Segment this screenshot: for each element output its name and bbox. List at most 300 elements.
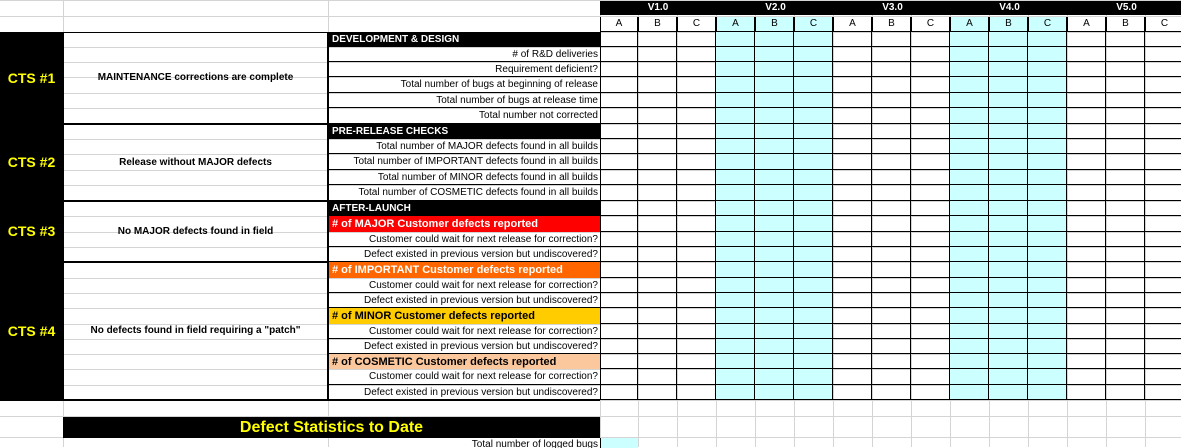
data-cell[interactable] bbox=[1067, 154, 1106, 170]
data-cell[interactable] bbox=[1106, 293, 1145, 308]
data-cell[interactable] bbox=[716, 324, 755, 339]
data-cell[interactable] bbox=[950, 154, 989, 170]
data-cell[interactable] bbox=[989, 154, 1028, 170]
data-cell[interactable] bbox=[1145, 201, 1181, 216]
data-cell[interactable] bbox=[989, 170, 1028, 185]
data-cell[interactable] bbox=[950, 93, 989, 108]
data-cell[interactable] bbox=[911, 369, 950, 385]
data-cell[interactable] bbox=[833, 139, 872, 154]
data-cell[interactable] bbox=[911, 324, 950, 339]
data-cell[interactable] bbox=[1106, 62, 1145, 77]
data-cell[interactable] bbox=[794, 293, 833, 308]
data-cell[interactable] bbox=[1106, 308, 1145, 324]
data-cell[interactable] bbox=[677, 324, 716, 339]
data-cell[interactable] bbox=[911, 170, 950, 185]
data-cell[interactable] bbox=[950, 170, 989, 185]
data-cell[interactable] bbox=[600, 108, 638, 124]
data-cell[interactable] bbox=[1106, 108, 1145, 124]
data-cell[interactable] bbox=[989, 93, 1028, 108]
data-cell[interactable] bbox=[1067, 170, 1106, 185]
data-cell[interactable] bbox=[755, 369, 794, 385]
data-cell[interactable] bbox=[911, 354, 950, 369]
data-cell[interactable] bbox=[600, 324, 638, 339]
data-cell[interactable] bbox=[1028, 324, 1067, 339]
data-cell[interactable] bbox=[1106, 385, 1145, 400]
sub-column-header[interactable]: B bbox=[872, 17, 911, 31]
data-cell[interactable] bbox=[872, 324, 911, 339]
sub-column-header[interactable]: C bbox=[1028, 17, 1067, 31]
data-cell[interactable] bbox=[755, 170, 794, 185]
data-cell[interactable] bbox=[600, 308, 638, 324]
data-cell[interactable] bbox=[638, 232, 677, 247]
data-cell[interactable] bbox=[794, 139, 833, 154]
data-cell[interactable] bbox=[1145, 339, 1181, 354]
data-cell[interactable] bbox=[833, 308, 872, 324]
sub-column-header[interactable]: B bbox=[638, 17, 677, 31]
data-cell[interactable] bbox=[755, 308, 794, 324]
data-cell[interactable] bbox=[911, 139, 950, 154]
data-cell[interactable] bbox=[677, 32, 716, 47]
data-cell[interactable] bbox=[1145, 139, 1181, 154]
data-cell[interactable] bbox=[1067, 308, 1106, 324]
data-cell[interactable] bbox=[911, 93, 950, 108]
data-cell[interactable] bbox=[677, 339, 716, 354]
data-cell[interactable] bbox=[755, 354, 794, 369]
data-cell[interactable] bbox=[677, 201, 716, 216]
data-cell[interactable] bbox=[600, 139, 638, 154]
data-cell[interactable] bbox=[755, 232, 794, 247]
data-cell[interactable] bbox=[1145, 293, 1181, 308]
data-cell[interactable] bbox=[911, 308, 950, 324]
data-cell[interactable] bbox=[600, 232, 638, 247]
data-cell[interactable] bbox=[1028, 154, 1067, 170]
data-cell[interactable] bbox=[1028, 108, 1067, 124]
data-cell[interactable] bbox=[638, 201, 677, 216]
data-cell[interactable] bbox=[677, 216, 716, 232]
data-cell[interactable] bbox=[1106, 170, 1145, 185]
data-cell[interactable] bbox=[600, 77, 638, 93]
data-cell[interactable] bbox=[638, 139, 677, 154]
data-cell[interactable] bbox=[677, 293, 716, 308]
data-cell[interactable] bbox=[794, 385, 833, 400]
data-cell[interactable] bbox=[1106, 154, 1145, 170]
data-cell[interactable] bbox=[911, 216, 950, 232]
data-cell[interactable] bbox=[1067, 185, 1106, 201]
sub-column-header[interactable]: A bbox=[716, 17, 755, 31]
data-cell[interactable] bbox=[872, 32, 911, 47]
data-cell[interactable] bbox=[1028, 308, 1067, 324]
data-cell[interactable] bbox=[794, 216, 833, 232]
data-cell[interactable] bbox=[716, 339, 755, 354]
data-cell[interactable] bbox=[1028, 201, 1067, 216]
data-cell[interactable] bbox=[833, 154, 872, 170]
data-cell[interactable] bbox=[1067, 47, 1106, 62]
data-cell[interactable] bbox=[911, 278, 950, 293]
data-cell[interactable] bbox=[833, 77, 872, 93]
data-cell[interactable] bbox=[716, 62, 755, 77]
data-cell[interactable] bbox=[833, 32, 872, 47]
data-cell[interactable] bbox=[1028, 278, 1067, 293]
data-cell[interactable] bbox=[833, 124, 872, 139]
data-cell[interactable] bbox=[1106, 47, 1145, 62]
data-cell[interactable] bbox=[716, 108, 755, 124]
data-cell[interactable] bbox=[989, 232, 1028, 247]
data-cell[interactable] bbox=[600, 154, 638, 170]
data-cell[interactable] bbox=[989, 293, 1028, 308]
data-cell[interactable] bbox=[1106, 278, 1145, 293]
data-cell[interactable] bbox=[989, 324, 1028, 339]
data-cell[interactable] bbox=[833, 324, 872, 339]
data-cell[interactable] bbox=[638, 247, 677, 262]
data-cell[interactable] bbox=[1106, 354, 1145, 369]
data-cell[interactable] bbox=[1028, 216, 1067, 232]
data-cell[interactable] bbox=[716, 262, 755, 278]
data-cell[interactable] bbox=[1028, 293, 1067, 308]
data-cell[interactable] bbox=[1145, 77, 1181, 93]
data-cell[interactable] bbox=[1067, 108, 1106, 124]
data-cell[interactable] bbox=[872, 369, 911, 385]
data-cell[interactable] bbox=[950, 324, 989, 339]
data-cell[interactable] bbox=[1067, 216, 1106, 232]
sub-column-header[interactable]: A bbox=[600, 17, 638, 31]
data-cell[interactable] bbox=[677, 232, 716, 247]
sub-column-header[interactable]: A bbox=[1067, 17, 1106, 31]
data-cell[interactable] bbox=[600, 247, 638, 262]
data-cell[interactable] bbox=[1106, 124, 1145, 139]
data-cell[interactable] bbox=[950, 385, 989, 400]
data-cell[interactable] bbox=[794, 369, 833, 385]
data-cell[interactable] bbox=[872, 124, 911, 139]
data-cell[interactable] bbox=[638, 124, 677, 139]
data-cell[interactable] bbox=[1028, 139, 1067, 154]
data-cell[interactable] bbox=[833, 354, 872, 369]
data-cell[interactable] bbox=[950, 77, 989, 93]
data-cell[interactable] bbox=[677, 62, 716, 77]
data-cell[interactable] bbox=[1028, 385, 1067, 400]
data-cell[interactable] bbox=[638, 154, 677, 170]
data-cell[interactable] bbox=[1067, 77, 1106, 93]
data-cell[interactable] bbox=[911, 32, 950, 47]
data-cell[interactable] bbox=[638, 262, 677, 278]
data-cell[interactable] bbox=[1067, 32, 1106, 47]
data-cell[interactable] bbox=[1145, 369, 1181, 385]
sub-column-header[interactable]: C bbox=[794, 17, 833, 31]
data-cell[interactable] bbox=[833, 278, 872, 293]
data-cell[interactable] bbox=[677, 385, 716, 400]
sub-column-header[interactable]: B bbox=[989, 17, 1028, 31]
data-cell[interactable] bbox=[1106, 216, 1145, 232]
data-cell[interactable] bbox=[677, 247, 716, 262]
data-cell[interactable] bbox=[1106, 185, 1145, 201]
data-cell[interactable] bbox=[677, 369, 716, 385]
data-cell[interactable] bbox=[677, 139, 716, 154]
data-cell[interactable] bbox=[716, 308, 755, 324]
data-cell[interactable] bbox=[755, 339, 794, 354]
data-cell[interactable] bbox=[755, 47, 794, 62]
data-cell[interactable] bbox=[1028, 124, 1067, 139]
data-cell[interactable] bbox=[794, 232, 833, 247]
data-cell[interactable] bbox=[1028, 369, 1067, 385]
data-cell[interactable] bbox=[1106, 339, 1145, 354]
data-cell[interactable] bbox=[716, 201, 755, 216]
data-cell[interactable] bbox=[989, 385, 1028, 400]
data-cell[interactable] bbox=[1145, 93, 1181, 108]
sub-column-header[interactable]: C bbox=[911, 17, 950, 31]
data-cell[interactable] bbox=[989, 139, 1028, 154]
data-cell[interactable] bbox=[794, 93, 833, 108]
data-cell[interactable] bbox=[872, 216, 911, 232]
data-cell[interactable] bbox=[716, 154, 755, 170]
data-cell[interactable] bbox=[1145, 216, 1181, 232]
data-cell[interactable] bbox=[1028, 32, 1067, 47]
data-cell[interactable] bbox=[911, 185, 950, 201]
data-cell[interactable] bbox=[1067, 278, 1106, 293]
data-cell[interactable] bbox=[833, 93, 872, 108]
data-cell[interactable] bbox=[872, 354, 911, 369]
data-cell[interactable] bbox=[872, 62, 911, 77]
data-cell[interactable] bbox=[794, 262, 833, 278]
data-cell[interactable] bbox=[950, 124, 989, 139]
data-cell[interactable] bbox=[638, 308, 677, 324]
data-cell[interactable] bbox=[911, 293, 950, 308]
data-cell[interactable] bbox=[872, 308, 911, 324]
data-cell[interactable] bbox=[600, 278, 638, 293]
data-cell[interactable] bbox=[833, 47, 872, 62]
data-cell[interactable] bbox=[716, 77, 755, 93]
data-cell[interactable] bbox=[755, 262, 794, 278]
data-cell[interactable] bbox=[677, 124, 716, 139]
data-cell[interactable] bbox=[794, 339, 833, 354]
data-cell[interactable] bbox=[716, 139, 755, 154]
data-cell[interactable] bbox=[950, 278, 989, 293]
data-cell[interactable] bbox=[716, 93, 755, 108]
data-cell[interactable] bbox=[1106, 232, 1145, 247]
data-cell[interactable] bbox=[911, 201, 950, 216]
data-cell[interactable] bbox=[716, 385, 755, 400]
data-cell[interactable] bbox=[1145, 324, 1181, 339]
data-cell[interactable] bbox=[950, 62, 989, 77]
data-cell[interactable] bbox=[1145, 232, 1181, 247]
data-cell[interactable] bbox=[638, 108, 677, 124]
data-cell[interactable] bbox=[950, 139, 989, 154]
sub-column-header[interactable]: C bbox=[1145, 17, 1181, 31]
data-cell[interactable] bbox=[1028, 262, 1067, 278]
data-cell[interactable] bbox=[872, 108, 911, 124]
data-cell[interactable] bbox=[1106, 262, 1145, 278]
data-cell[interactable] bbox=[1145, 62, 1181, 77]
sub-column-header[interactable]: B bbox=[755, 17, 794, 31]
data-cell[interactable] bbox=[950, 354, 989, 369]
data-cell[interactable] bbox=[989, 339, 1028, 354]
data-cell[interactable] bbox=[638, 77, 677, 93]
data-cell[interactable] bbox=[677, 154, 716, 170]
data-cell[interactable] bbox=[755, 216, 794, 232]
data-cell[interactable] bbox=[794, 324, 833, 339]
data-cell[interactable] bbox=[755, 77, 794, 93]
data-cell[interactable] bbox=[755, 93, 794, 108]
data-cell[interactable] bbox=[1145, 385, 1181, 400]
data-cell[interactable] bbox=[1145, 32, 1181, 47]
data-cell[interactable] bbox=[833, 232, 872, 247]
data-cell[interactable] bbox=[911, 385, 950, 400]
data-cell[interactable] bbox=[1106, 247, 1145, 262]
data-cell[interactable] bbox=[755, 201, 794, 216]
data-cell[interactable] bbox=[833, 262, 872, 278]
data-cell[interactable] bbox=[989, 124, 1028, 139]
data-cell[interactable] bbox=[716, 247, 755, 262]
data-cell[interactable] bbox=[600, 369, 638, 385]
data-cell[interactable] bbox=[1067, 201, 1106, 216]
data-cell[interactable] bbox=[1145, 308, 1181, 324]
data-cell[interactable] bbox=[1145, 170, 1181, 185]
data-cell[interactable] bbox=[638, 369, 677, 385]
data-cell[interactable] bbox=[1028, 185, 1067, 201]
data-cell[interactable] bbox=[755, 139, 794, 154]
data-cell[interactable] bbox=[872, 154, 911, 170]
data-cell[interactable] bbox=[716, 293, 755, 308]
data-cell[interactable] bbox=[638, 385, 677, 400]
data-cell[interactable] bbox=[716, 32, 755, 47]
data-cell[interactable] bbox=[600, 170, 638, 185]
data-cell[interactable] bbox=[638, 62, 677, 77]
data-cell[interactable] bbox=[872, 201, 911, 216]
data-cell[interactable] bbox=[794, 154, 833, 170]
data-cell[interactable] bbox=[1145, 108, 1181, 124]
data-cell[interactable] bbox=[794, 124, 833, 139]
data-cell[interactable] bbox=[1145, 124, 1181, 139]
data-cell[interactable] bbox=[638, 47, 677, 62]
data-cell[interactable] bbox=[716, 232, 755, 247]
data-cell[interactable] bbox=[833, 185, 872, 201]
data-cell[interactable] bbox=[600, 293, 638, 308]
data-cell[interactable] bbox=[1145, 247, 1181, 262]
data-cell[interactable] bbox=[950, 32, 989, 47]
data-cell[interactable] bbox=[1067, 339, 1106, 354]
data-cell[interactable] bbox=[872, 278, 911, 293]
data-cell[interactable] bbox=[911, 232, 950, 247]
data-cell[interactable] bbox=[950, 247, 989, 262]
data-cell[interactable] bbox=[755, 108, 794, 124]
data-cell[interactable] bbox=[677, 77, 716, 93]
data-cell[interactable] bbox=[872, 385, 911, 400]
data-cell[interactable] bbox=[1067, 62, 1106, 77]
data-cell[interactable] bbox=[833, 339, 872, 354]
data-cell[interactable] bbox=[950, 293, 989, 308]
data-cell[interactable] bbox=[950, 185, 989, 201]
data-cell[interactable] bbox=[911, 108, 950, 124]
sub-column-header[interactable]: C bbox=[677, 17, 716, 31]
data-cell[interactable] bbox=[1106, 324, 1145, 339]
data-cell[interactable] bbox=[600, 124, 638, 139]
data-cell[interactable] bbox=[794, 247, 833, 262]
data-cell[interactable] bbox=[600, 201, 638, 216]
data-cell[interactable] bbox=[794, 108, 833, 124]
data-cell[interactable] bbox=[600, 47, 638, 62]
data-cell[interactable] bbox=[1067, 262, 1106, 278]
data-cell[interactable] bbox=[833, 62, 872, 77]
data-cell[interactable] bbox=[833, 170, 872, 185]
data-cell[interactable] bbox=[911, 62, 950, 77]
data-cell[interactable] bbox=[638, 293, 677, 308]
data-cell[interactable] bbox=[638, 93, 677, 108]
data-cell[interactable] bbox=[950, 108, 989, 124]
data-cell[interactable] bbox=[989, 216, 1028, 232]
data-cell[interactable] bbox=[872, 47, 911, 62]
data-cell[interactable] bbox=[911, 262, 950, 278]
data-cell[interactable] bbox=[638, 32, 677, 47]
data-cell[interactable] bbox=[1145, 262, 1181, 278]
data-cell[interactable] bbox=[1067, 247, 1106, 262]
data-cell[interactable] bbox=[989, 32, 1028, 47]
data-cell[interactable] bbox=[638, 185, 677, 201]
data-cell[interactable] bbox=[716, 170, 755, 185]
data-cell[interactable] bbox=[989, 247, 1028, 262]
data-cell[interactable] bbox=[1028, 247, 1067, 262]
data-cell[interactable] bbox=[1067, 385, 1106, 400]
data-cell[interactable] bbox=[950, 308, 989, 324]
data-cell[interactable] bbox=[1106, 32, 1145, 47]
data-cell[interactable] bbox=[755, 62, 794, 77]
data-cell[interactable] bbox=[755, 154, 794, 170]
data-cell[interactable] bbox=[989, 47, 1028, 62]
data-cell[interactable] bbox=[989, 108, 1028, 124]
data-cell[interactable] bbox=[950, 47, 989, 62]
data-cell[interactable] bbox=[1028, 93, 1067, 108]
data-cell[interactable] bbox=[1106, 201, 1145, 216]
data-cell[interactable] bbox=[950, 262, 989, 278]
data-cell[interactable] bbox=[872, 93, 911, 108]
data-cell[interactable] bbox=[989, 201, 1028, 216]
data-cell[interactable] bbox=[716, 185, 755, 201]
data-cell[interactable] bbox=[794, 185, 833, 201]
data-cell[interactable] bbox=[872, 247, 911, 262]
data-cell[interactable] bbox=[1145, 278, 1181, 293]
data-cell[interactable] bbox=[600, 62, 638, 77]
data-cell[interactable] bbox=[950, 369, 989, 385]
data-cell[interactable] bbox=[911, 77, 950, 93]
data-cell[interactable] bbox=[872, 170, 911, 185]
data-cell[interactable] bbox=[716, 124, 755, 139]
data-cell[interactable] bbox=[911, 247, 950, 262]
data-cell[interactable] bbox=[950, 216, 989, 232]
data-cell[interactable] bbox=[1067, 293, 1106, 308]
data-cell[interactable] bbox=[677, 170, 716, 185]
data-cell[interactable] bbox=[1028, 77, 1067, 93]
data-cell[interactable] bbox=[833, 369, 872, 385]
sub-column-header[interactable]: A bbox=[950, 17, 989, 31]
data-cell[interactable] bbox=[989, 308, 1028, 324]
data-cell[interactable] bbox=[755, 247, 794, 262]
data-cell[interactable] bbox=[1145, 154, 1181, 170]
data-cell[interactable] bbox=[677, 308, 716, 324]
data-cell[interactable] bbox=[1067, 139, 1106, 154]
data-cell[interactable] bbox=[872, 139, 911, 154]
data-cell[interactable] bbox=[755, 278, 794, 293]
data-cell[interactable] bbox=[1028, 47, 1067, 62]
data-cell[interactable] bbox=[600, 216, 638, 232]
data-cell[interactable] bbox=[794, 278, 833, 293]
data-cell[interactable] bbox=[677, 93, 716, 108]
data-cell[interactable] bbox=[755, 324, 794, 339]
data-cell[interactable] bbox=[989, 354, 1028, 369]
data-cell[interactable] bbox=[833, 247, 872, 262]
data-cell[interactable] bbox=[600, 262, 638, 278]
data-cell[interactable] bbox=[872, 185, 911, 201]
data-cell[interactable] bbox=[677, 108, 716, 124]
data-cell[interactable] bbox=[600, 385, 638, 400]
data-cell[interactable] bbox=[794, 354, 833, 369]
data-cell[interactable] bbox=[600, 339, 638, 354]
